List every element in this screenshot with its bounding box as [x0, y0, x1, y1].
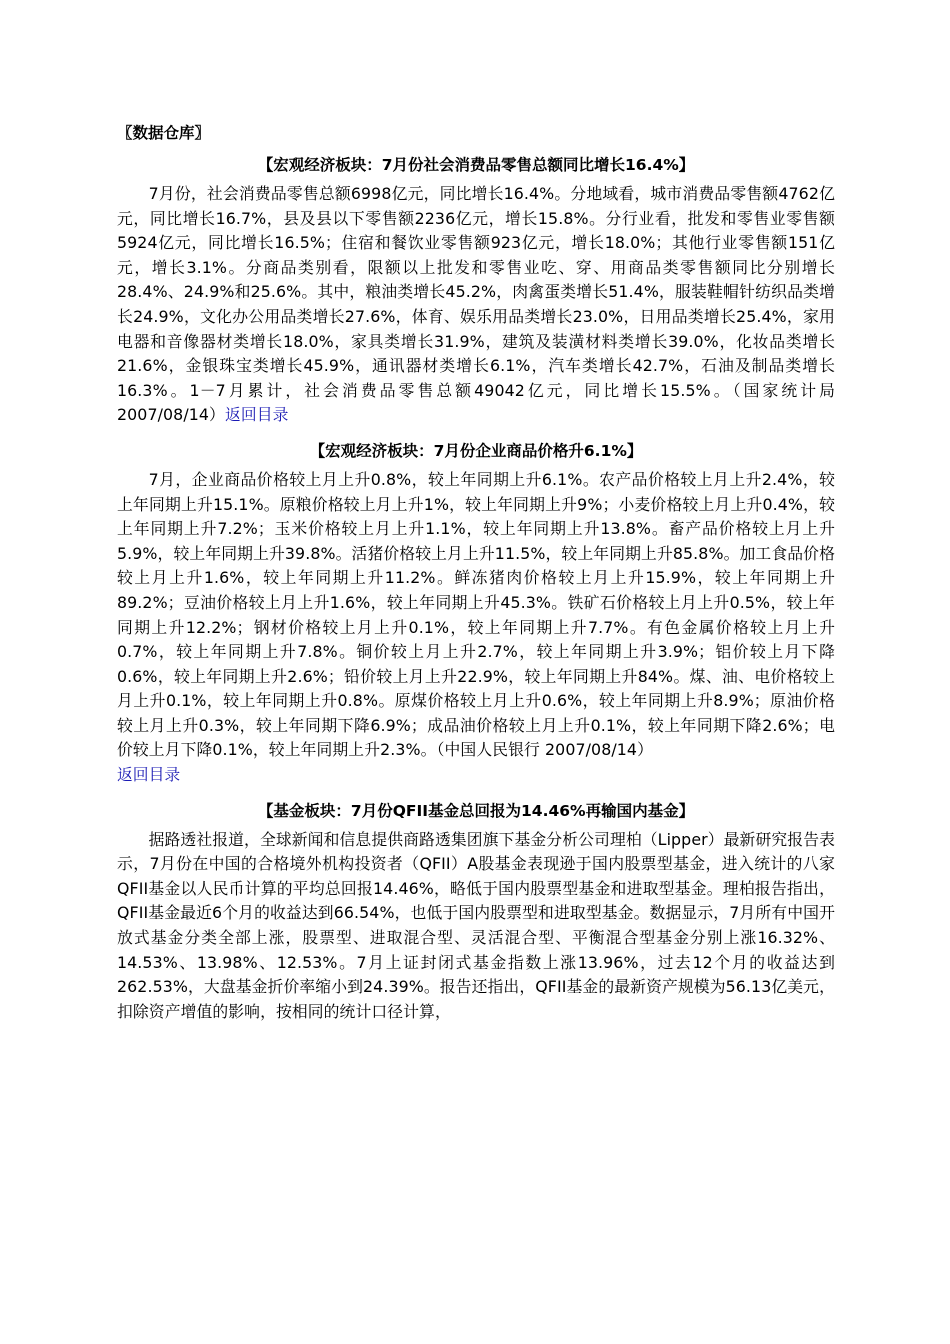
article-2-source: （中国人民银行 2007/08/14）: [436, 740, 653, 760]
article-1-body: [117, 182, 835, 428]
article-2-back-link[interactable]: 返回目录: [117, 765, 181, 785]
article-1-text: 7月份，社会消费品零售总额6998亿元，同比增长16.4%。分地域看，城市消费品零售额4762亿元，同比增长16.7%，县及县以下零售额2236亿元，增长15.8%。分行业看，批发和零售业零售额5924亿元，同比增长16.5%；住宿和餐饮业零售额923亿元，增长18.0%；其他行业零售额151亿元，增长3.1%。分商品类别看，限额以上批发和零售业吃、穿、用商品类零售额同比分别增长28.4%、24.9%和25.6%。其中，粮油类增长45.2%，肉禽蛋类增长51.4%，服装鞋帽针纺织品类增长24.9%，文化办公用品类增长27.6%，体育、娱乐用品类增长23.0%，日用品类增长25.4%，家用电器和音像器材类增长18.0%，家具类增长31.9%，建筑及装潢材料类增长39.0%，化妆品类增长21.6%，金银珠宝类增长45.9%，通讯器材类增长6.1%，汽车类增长42.7%，石油及制品类增长16.3%。1－7月累计，社会消费品零售总额49042亿元，同比增长15.5%。: [117, 184, 835, 400]
article-3-text: 据路透社报道，全球新闻和信息提供商路透集团旗下基金分析公司理柏（Lipper）最新研究报告表示，7月份在中国的合格境外机构投资者（QFII）A股基金表现逊于国内股票型基金，进入统计的八家QFII基金以人民币计算的平均总回报14.46%，略低于国内股票型基金和进取型基金。理柏报告指出，QFII基金最近6个月的收益达到66.54%，也低于国内股票型和进取型基金。数据显示，7月所有中国开放式基金分类全部上涨，股票型、进取混合型、灵活混合型、平衡混合型基金分别上涨16.32%、14.53%、13.98%、12.53%。7月上证封闭式基金指数上涨13.96%，过去12个月的收益达到262.53%，大盘基金折价率缩小到24.39%。报告还指出，QFII基金的最新资产规模为56.13亿美元，扣除资产增值的影响，按相同的统计口径计算，: [117, 829, 835, 1021]
article-1-back-link[interactable]: 返回目录: [224, 405, 289, 425]
article-2-body: [117, 468, 835, 763]
article-2-title: 【宏观经济板块：7月份企业商品价格升6.1%】: [309, 441, 643, 460]
article-1-title: 【宏观经济板块：7月份社会消费品零售总额同比增长16.4%】: [257, 156, 695, 174]
article-3-body: [117, 828, 835, 1025]
article-3-title: 【基金板块：7月份QFII基金总回报为14.46%再输国内基金】: [257, 801, 695, 820]
section-tag: 〖数据仓库〗: [117, 124, 211, 142]
article-2-back-link-line: [117, 763, 835, 788]
document-page: [117, 118, 835, 1032]
article-2-text: 7月，企业商品价格较上月上升0.8%，较上年同期上升6.1%。农产品价格较上月上升2.4%，较上年同期上升15.1%。原粮价格较上月上升1%，较上年同期上升9%；小麦价格较上月上升0.4%，较上年同期上升7.2%；玉米价格较上月上升1.1%，较上年同期上升13.8%。畜产品价格较上月上升5.9%，较上年同期上升39.8%。活猪价格较上月上升11.5%，较上年同期上升85.8%。加工食品价格较上月上升1.6%，较上年同期上升11.2%。鲜冻猪肉价格较上月上升15.9%，较上年同期上升89.2%；豆油价格较上月上升1.6%，较上年同期上升45.3%。铁矿石价格较上月上升0.5%，较上年同期上升12.2%；钢材价格较上月上升0.1%，较上年同期上升7.7%。有色金属价格较上月上升0.7%，较上年同期上升7.8%。铜价较上月上升2.7%，较上年同期上升3.9%；铝价较上月下降0.6%，较上年同期上升2.6%；铅价较上月上升22.9%，较上年同期上升84%。煤、油、电价格较上月上升0.1%，较上年同期上升0.8%。原煤价格较上月上升0.6%，较上年同期上升8.9%；原油价格较上月上升0.3%，较上年同期下降6.9%；成品油价格较上月上升0.1%，较上年同期下降2.6%；电价较上月下降0.1%，较上年同期上升2.3%。: [117, 469, 835, 760]
article-1-source: （国家统计局 2007/08/14）: [117, 380, 835, 425]
